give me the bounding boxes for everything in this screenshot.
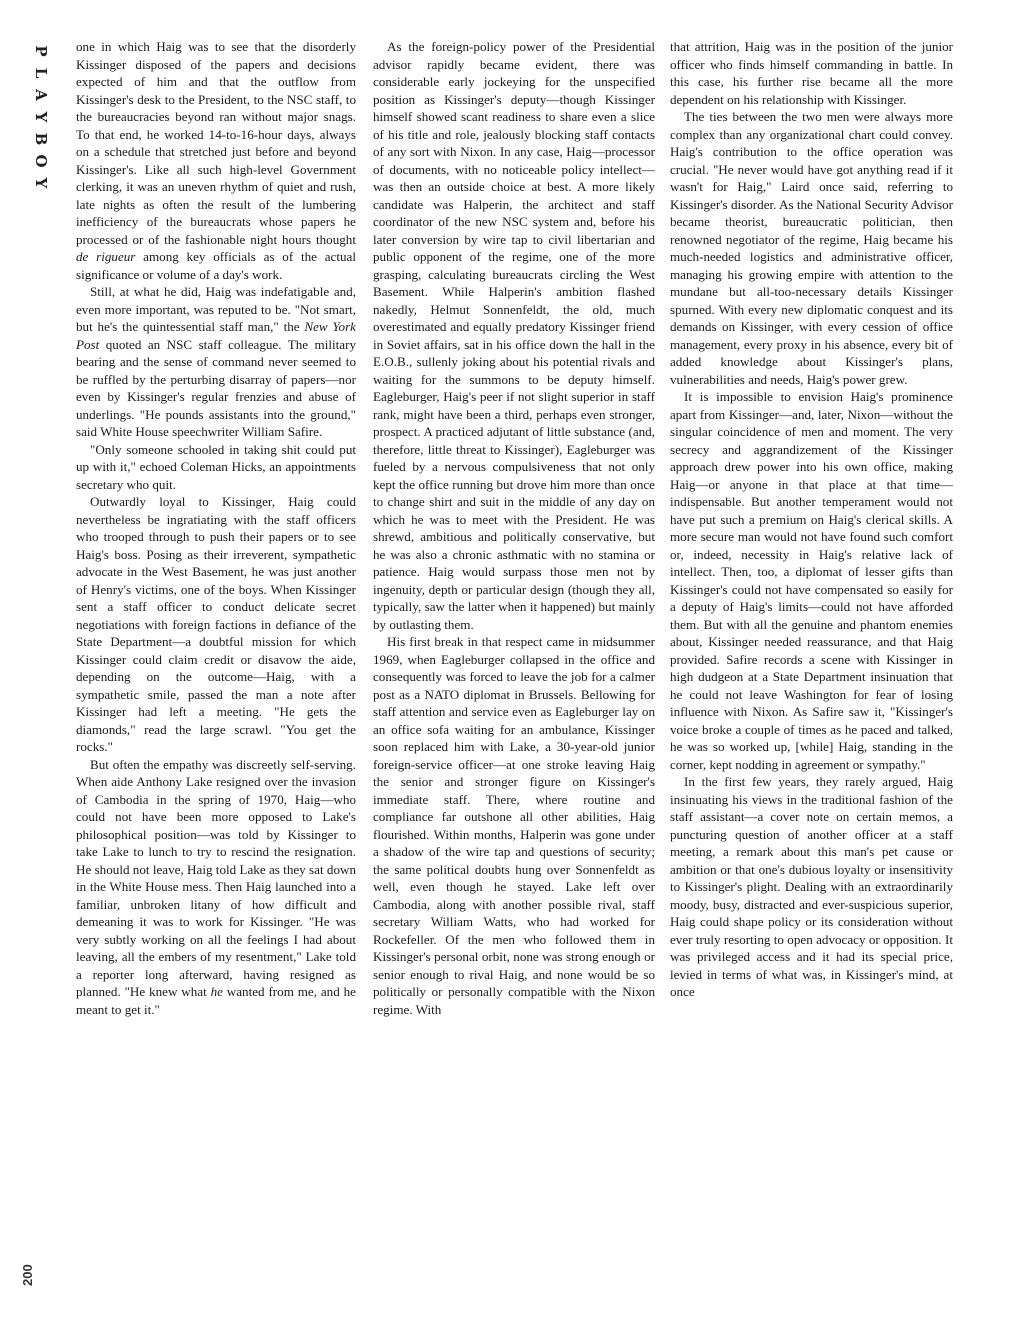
italic-text: he: [210, 984, 223, 999]
paragraph: [373, 633, 655, 1018]
page-number: 200: [20, 1264, 35, 1286]
masthead-letter: A: [32, 89, 50, 101]
text-run: Outwardly loyal to Kissinger, Haig could nevertheless be ingratiating with the staff officers who trooped through to push their papers or to see Haig's boss. Posing as their irreverent, sympathetic advocate in the West Basement, he was just another of Henry's victims, one of the boys. When Kissinger sent a staff officer to conduct delicate secret negotiations with foreign factions in defiance of the State Department—a doubtful mission for which Kissinger could claim credit or disavow the aide, depending on the outcome—Haig, with a sympathetic smile, passed the man a note after Kissinger had left a meeting. "He gets the diamonds," read the large scrawl. "You get the rocks.": [76, 494, 356, 754]
masthead-letter: O: [32, 154, 50, 168]
paragraph: [76, 283, 356, 441]
paragraph: [76, 441, 356, 494]
text-run: quoted an NSC staff colleague. The military bearing and the sense of command never seemed to be ruffled by the perturbing disarray of papers—nor even by Kissinger's regular frenzies and abuse of underlings. "He pounds assistants into the ground," said White House speechwriter William Safire.: [76, 336, 356, 439]
masthead-letter: Y: [32, 111, 50, 123]
text-run: It is impossible to envision Haig's prominence apart from Kissinger—and, later, Nixon—without the singular coincidence of men and moment. The very secrecy and aggrandizement of the Kissinger approach drew power into his own office, making Haig—or anyone in that place at that time—indispensable. But another temperament would not have put such a premium on Haig's clerical skills. A more secure man would not have found such comfort or, indeed, necessity in Haig's relative lack of intellect. Then, too, a diplomat of lesser gifts than Kissinger's could not have compensated so easily for a deputy of Haig's limits—could not have afforded them. But with all the genuine and phantom enemies about, Kissinger needed reassurance, and that Haig provided. Safire records a scene with Kissinger in high dudgeon at a State Department insinuation that he could not leave Washington for fear of losing influence with Nixon. As Safire saw it, "Kissinger's voice broke a couple of times as he paced and talked, he was so worked up, [while] Haig, standing in the corner, kept nodding in agreement or sympathy.": [670, 389, 953, 772]
text-run: that attrition, Haig was in the position of the junior officer who finds himself commanding in battle. In this case, his further rise became all the more dependent on his relationship with Kissinger.: [670, 39, 953, 107]
text-run: one in which Haig was to see that the disorderly Kissinger disposed of the papers and decisions expected of him and that the outflow from Kissinger's desk to the President, to the NSC staff, to the bureaucracies beyond ran without major snags. To that end, he worked 14-to-16-hour days, always on a schedule that stretched just before and beyond Kissinger's. Like all such high-level Government clerking, it was an uneven rhythm of quiet and rush, late nights as often the result of the lumbering inefficiency of the bureaucrats whose papers he processed or of the fashionable night hours thought: [76, 39, 356, 247]
text-run: But often the empathy was discreetly self-serving. When aide Anthony Lake resigned over the invasion of Cambodia in the spring of 1970, Haig—who could not have been more opposed to Lake's philosophical position—was told by Kissinger to take Lake to lunch to try to rescind the resignation. He should not leave, Haig told Lake as they sat down in the White House mess. Then Haig launched into a familiar, unbroken litany of how difficult and demeaning it was to work for Kissinger. "He was very subtly working on all the feelings I had about leaving, all the embers of my resentment," Lake told a reporter long afterward, having resigned as planned. "He knew what: [76, 756, 356, 999]
paragraph: [670, 38, 953, 108]
paragraph: [670, 108, 953, 388]
paragraph: [670, 388, 953, 773]
text-column-3: [670, 38, 953, 1001]
masthead-vertical: [28, 40, 54, 194]
text-run: Still, at what he did, Haig was indefatigable and, even more important, was reputed to be. "Not smart, but he's the quintessential staff man," the: [76, 284, 356, 334]
text-run: among key officials as of the actual significance or volume of a day's work.: [76, 249, 356, 282]
masthead-letter: Y: [32, 177, 50, 189]
italic-text: de rigueur: [76, 249, 136, 264]
paragraph: [76, 38, 356, 283]
masthead-letter: P: [32, 45, 50, 57]
text-column-2: [373, 38, 655, 1018]
italic-text: New York Post: [76, 319, 356, 352]
text-column-1: [76, 38, 356, 1018]
text-run: wanted from me, and he meant to get it.": [76, 984, 356, 1017]
text-run: In the first few years, they rarely argued, Haig insinuating his views in the traditional fashion of the staff assistant—a cover note on certain memos, a puncturing question of another officer at a staff meeting, a remark about this man's pet cause or ambition or that one's dubious loyalty or insensitivity to Kissinger's plight. Dealing with an extraordinarily moody, busy, distracted and ever-suspicious superior, Haig could shape policy or its consideration without ever truly resorting to open advocacy or opposition. It was privileged access and it had its special price, levied in terms of what was, in Kissinger's mind, at once: [670, 774, 953, 999]
paragraph: [373, 38, 655, 633]
text-run: The ties between the two men were always more complex than any organizational chart could convey. Haig's contribution to the office operation was crucial. "He never would have got anything read if it wasn't for Haig," Laird once said, referring to Kissinger's disorder. As the National Security Advisor became theorist, bureaucratic politician, then renowned negotiator of the regime, Haig became his much-needed logistics and administrative officer, managing his growing empire with attention to the mundane but all-too-necessary details Kissinger spurned. With every new diplomatic conquest and its demands on Kissinger, with every cession of office management, every proxy in his absence, every bit of added knowledge about Kissinger's plans, vulnerabilities and needs, Haig's power grew.: [670, 109, 953, 387]
paragraph: [76, 756, 356, 1019]
paragraph: [76, 493, 356, 756]
text-run: As the foreign-policy power of the Presidential advisor rapidly became evident, there was considerable early jockeying for the unspecified position as Kissinger's deputy—though Kissinger himself showed scant readiness to share even a slice of his title and role, jealously blocking staff contacts of any sort with Nixon. In any case, Haig—processor of documents, with no noticeable policy intellect—was then an outside choice at best. A more likely candidate was Halperin, the architect and staff coordinator of the new NSC system and, before his later conversion by wire tap to civil libertarian and public opponent of the regime, one of the more grasping, calculating bureaucrats circling the West Basement. While Halperin's ambition flashed nakedly, Helmut Sonnenfeldt, the old, much overestimated and equally predatory Kissinger friend in Soviet affairs, sat in his office down the hall in the E.O.B., sullenly joking about his potential rivals and waiting for the summons to be deputy himself. Eagleburger, Haig's peer if not slight superior in staff rank, might have been a third, perhaps even stronger, prospect. A practiced adjutant of little substance (and, therefore, little threat to Kissinger), Eagleburger was fueled by a nervous compulsiveness that not only kept the office running but drove him more than once to change shirt and suit in the middle of any day on which he was to meet with the President. He was shrewd, ambitious and politically conservative, but he was also a chronic asthmatic with no stamina or patience. Haig would surpass those men not by ingenuity, depth or particular design (though they all, typically, saw the latter when it happened) but mainly by outlasting them.: [373, 39, 655, 632]
masthead-letter: L: [32, 67, 50, 79]
masthead-letter: B: [32, 132, 50, 146]
text-run: His first break in that respect came in midsummer 1969, when Eagleburger collapsed in the office and consequently was forced to leave the job for a calmer post as a NATO diplomat in Brussels. Bellowing for staff attention and service even as Eagleburger lay on an office sofa waiting for an ambulance, Kissinger soon replaced him with Lake, a 30-year-old junior foreign-service officer—at one stroke leaving Haig the senior and stronger figure on Kissinger's immediate staff. There, where routine and compliance far outshone all other abilities, Haig flourished. Within months, Halperin was gone under a shadow of the wire tap and questions of security; the same political doubts hung over Sonnenfeldt as well, even though he stayed. Lake left over Cambodia, along with another possible rival, staff secretary William Watts, who had worked for Rockefeller. Of the men who followed them in Kissinger's personal orbit, none was strong enough or senior enough to rival Haig, and none would be so politically or personally compatible with the Nixon regime. With: [373, 634, 655, 1017]
paragraph: [670, 773, 953, 1001]
text-run: "Only someone schooled in taking shit could put up with it," echoed Coleman Hicks, an appointments secretary who quit.: [76, 441, 356, 492]
